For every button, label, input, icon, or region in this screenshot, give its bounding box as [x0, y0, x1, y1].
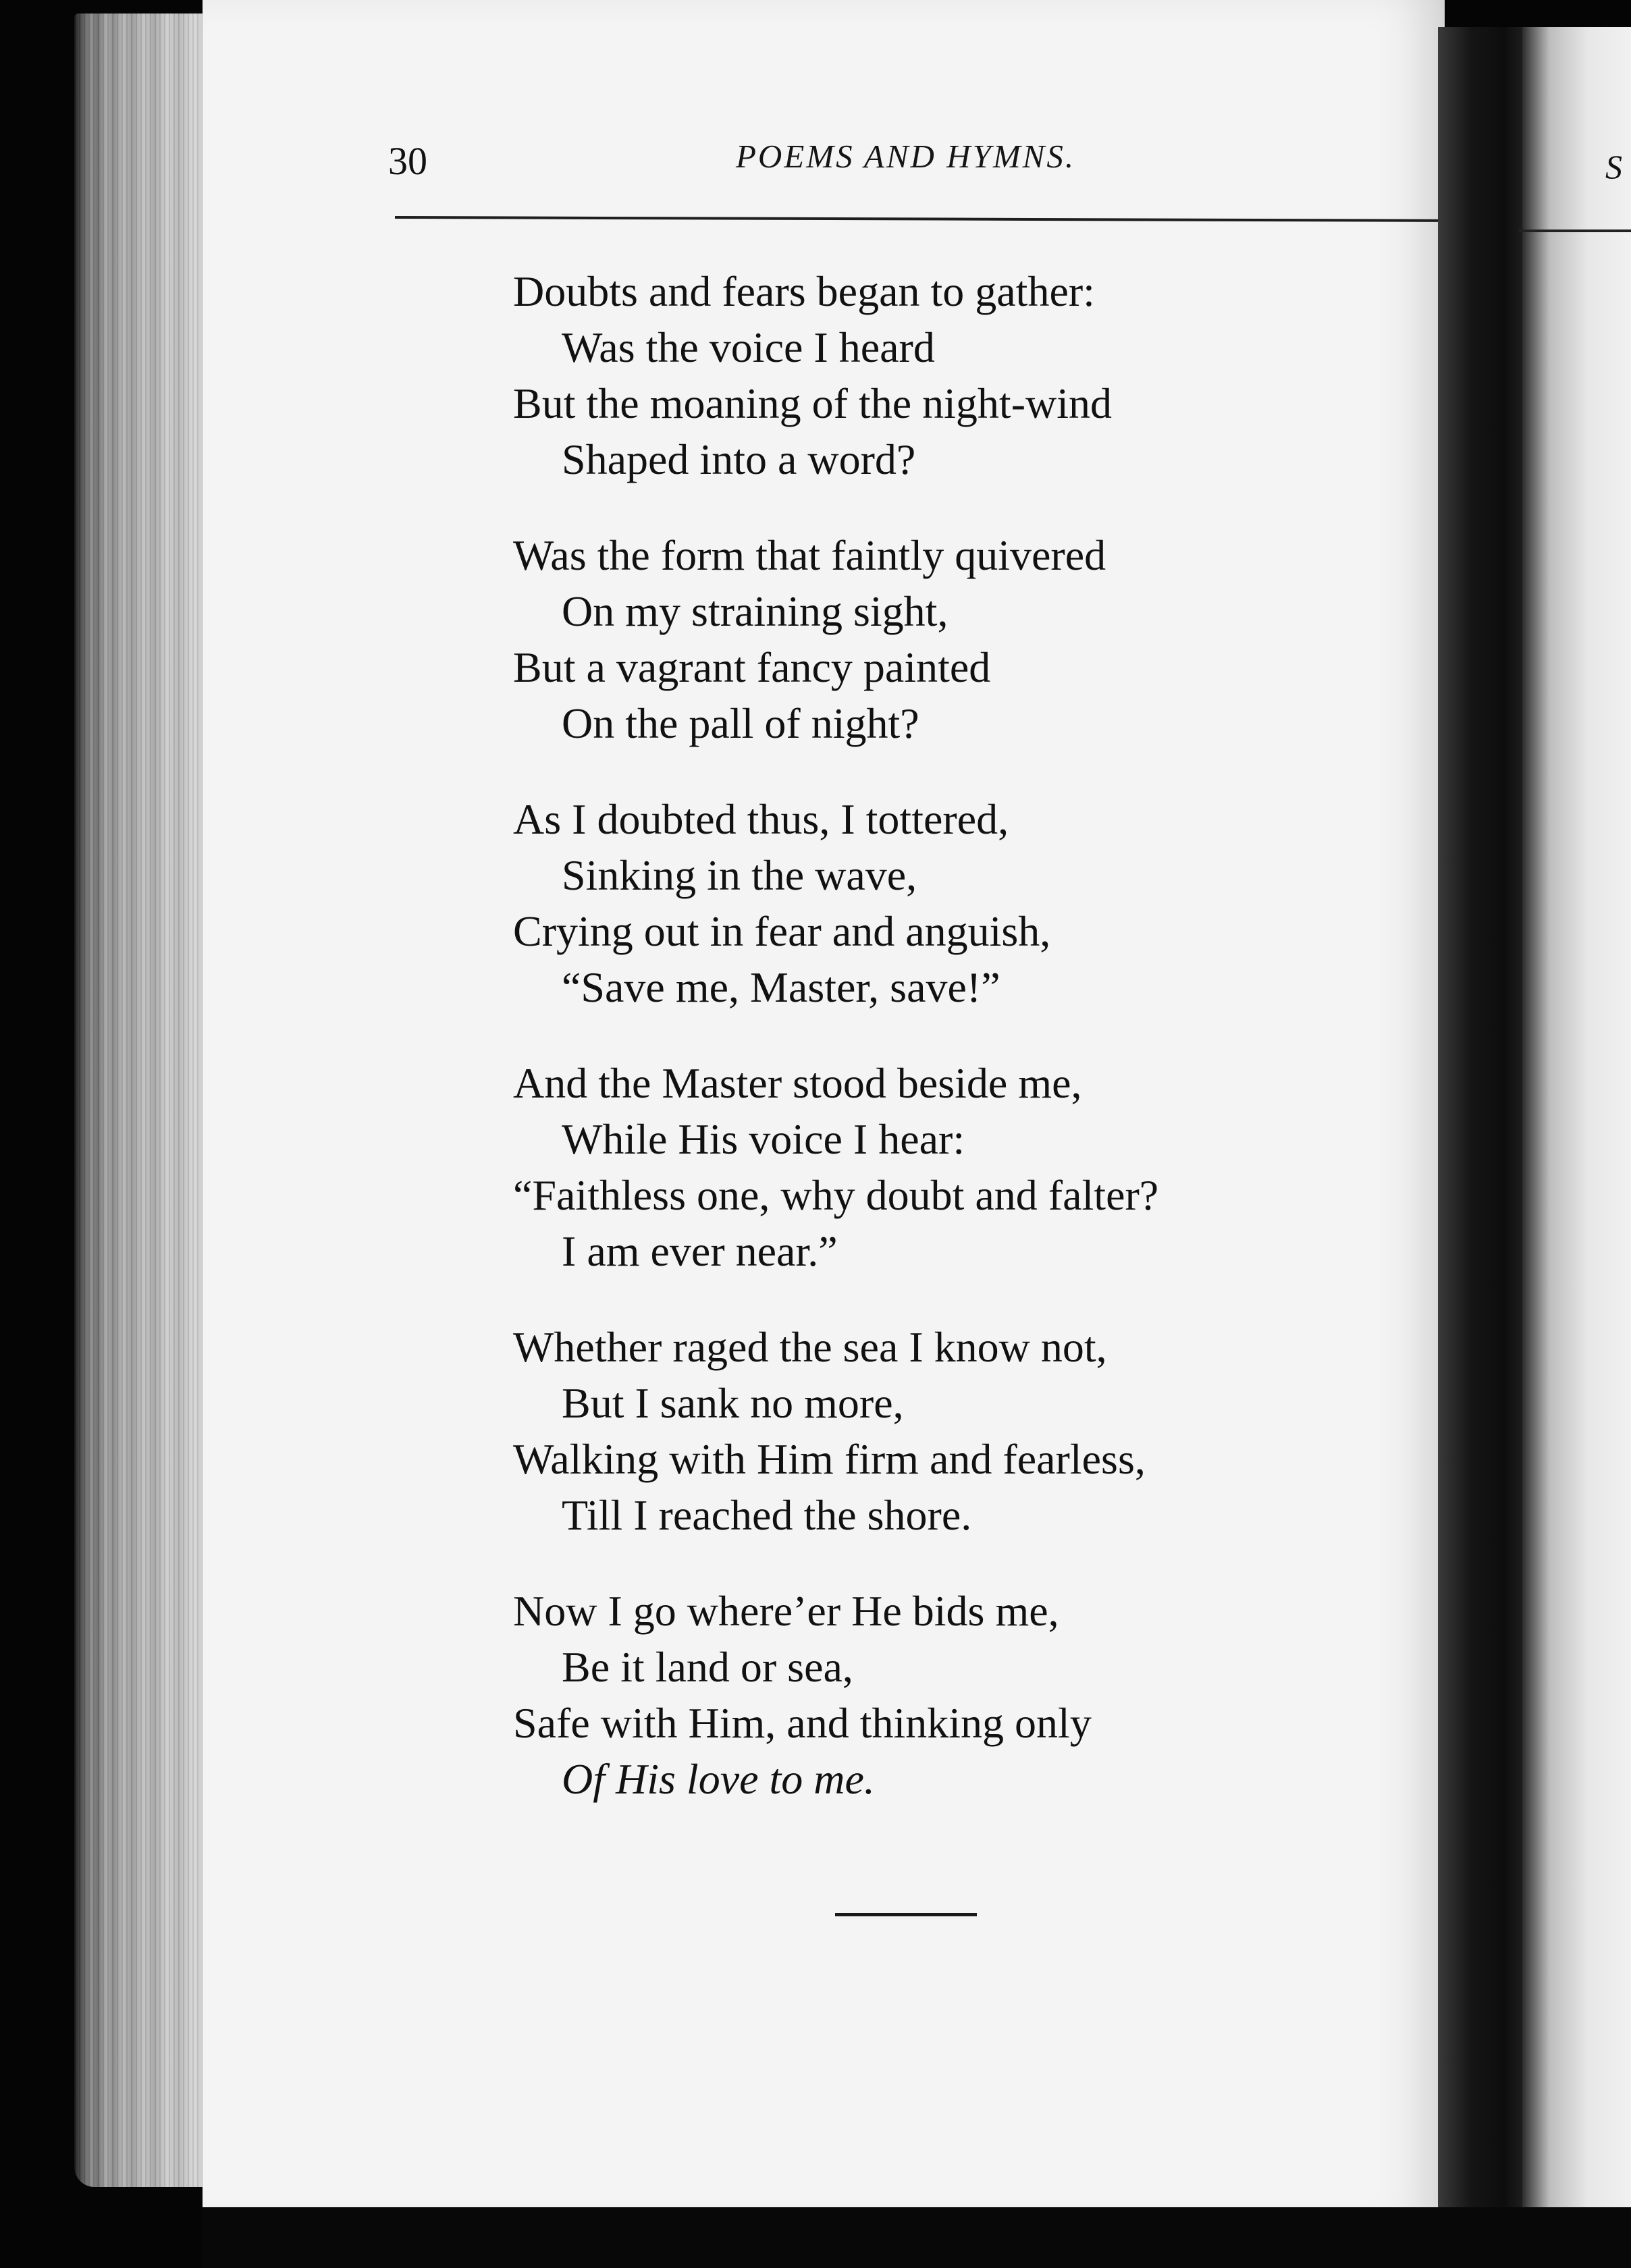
book-gutter-shadow	[1438, 27, 1532, 2207]
poem-line: I am ever near.”	[562, 1227, 838, 1275]
poem-line: On the pall of night?	[562, 699, 919, 747]
poem-line: “Save me, Master, save!”	[562, 963, 1000, 1011]
poem-line: Safe with Him, and thinking only	[513, 1699, 1092, 1747]
poem-line: But the moaning of the night-wind	[513, 379, 1112, 427]
poem-line: But a vagrant fancy painted	[513, 643, 991, 691]
poem-line: Till I reached the shore.	[562, 1491, 972, 1539]
poem-line: Shaped into a word?	[562, 435, 916, 483]
poem-line: Now I go where’er He bids me,	[513, 1587, 1059, 1635]
book-page-edges	[74, 14, 219, 2187]
poem-line: But I sank no more,	[562, 1379, 904, 1427]
poem-line: Was the form that faintly quivered	[513, 531, 1106, 579]
facing-page-edge	[1522, 27, 1631, 2207]
poem-line: Walking with Him firm and fearless,	[513, 1435, 1146, 1483]
bottom-shadow	[203, 2207, 1631, 2268]
poem-line: Doubts and fears began to gather:	[513, 267, 1095, 315]
poem-line: Sinking in the wave,	[562, 851, 917, 899]
facing-page-header-fragment: S	[1605, 148, 1624, 186]
poem-line: Crying out in fear and anguish,	[513, 907, 1051, 955]
stanza	[513, 263, 1404, 487]
poem-line: While His voice I hear:	[562, 1115, 965, 1163]
poem-line: Was the voice I heard	[562, 323, 935, 371]
poem-line: As I doubted thus, I tottered,	[513, 795, 1009, 843]
stanza	[513, 527, 1404, 751]
poem-line: Whether raged the sea I know not,	[513, 1323, 1107, 1371]
page-number: 30	[388, 139, 427, 183]
facing-page-header-rule	[1519, 230, 1631, 232]
running-head: POEMS AND HYMNS.	[736, 138, 1076, 175]
stanza	[513, 1583, 1404, 1807]
poem-line: On my straining sight,	[562, 587, 948, 635]
stanza	[513, 1055, 1404, 1279]
poem-text	[513, 263, 1404, 1847]
poem-line: And the Master stood beside me,	[513, 1059, 1082, 1107]
poem-line: Be it land or sea,	[562, 1643, 853, 1691]
poem-line: “Faithless one, why doubt and falter?	[513, 1171, 1159, 1219]
stanza	[513, 1319, 1404, 1543]
poem-line: Of His love to me.	[562, 1755, 875, 1803]
end-rule	[835, 1913, 977, 1916]
stanza	[513, 791, 1404, 1015]
